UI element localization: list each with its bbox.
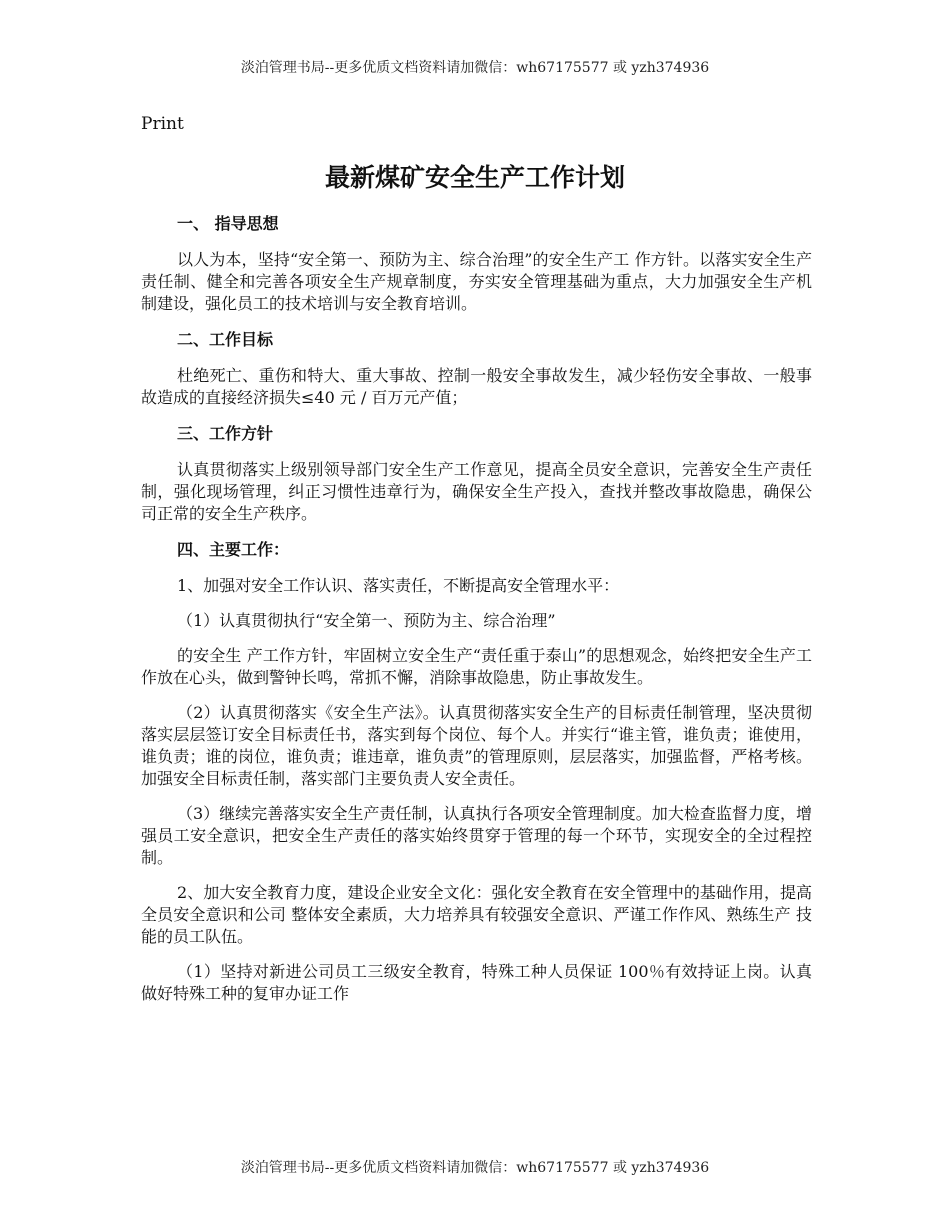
footer-watermark: 淡泊管理书局--更多优质文档资料请加微信：wh67175577 或 yzh374936	[240, 1160, 710, 1176]
section-heading: 二、工作目标	[177, 330, 274, 349]
paragraph: （1）认真贯彻执行“安全第一、预防为主、综合治理”	[177, 611, 556, 630]
paragraph: （1）坚持对新进公司员工三级安全教育，特殊工种人员保证 100％有效持证上岗。认真做好特殊工种的复审办证工作	[141, 962, 812, 1003]
paragraph: （3）继续完善落实安全生产责任制，认真执行各项安全管理制度。加大检查监督力度，增强员工安全意识，把安全生产责任的落实始终贯穿于管理的每一个环节，实现安全的全过程控制。	[141, 804, 812, 867]
section-heading: 四、主要工作：	[177, 540, 290, 559]
paragraph: 以人为本，坚持“安全第一、预防为主、综合治理”的安全生产工 作方针。以落实安全生产责任制、健全和完善各项安全生产规章制度，夯实安全管理基础为重点，大力加强安全生产机制建设，强化员工的技术培训与安全教育培训。	[141, 250, 812, 313]
paragraph: 杜绝死亡、重伤和特大、重大事故、控制一般安全事故发生，减少轻伤安全事故、一般事故造成的直接经济损失≤40 元 / 百万元产值；	[141, 366, 812, 407]
document-title: 最新煤矿安全生产工作计划	[324, 163, 625, 192]
paragraph: （2）认真贯彻落实《安全生产法》。认真贯彻落实安全生产的目标责任制管理，坚决贯彻落实层层签订安全目标责任书，落实到每个岗位、每个人。并实行“谁主管，谁负责；谁使用，谁负责；谁的岗位，谁负责；谁违章，谁负责”的管理原则，层层落实，加强监督，严格考核。加强安全目标责任制，落实部门主要负责人安全责任。	[141, 703, 812, 788]
paragraph: 2、加大安全教育力度，建设企业安全文化：强化安全教育在安全管理中的基础作用，提高全员安全意识和公司 整体安全素质，大力培养具有较强安全意识、严谨工作作风、熟练生产 技能的员工队伍。	[141, 883, 812, 946]
header-watermark: 淡泊管理书局--更多优质文档资料请加微信：wh67175577 或 yzh374936	[240, 60, 710, 76]
paragraph: 1、加强对安全工作认识、落实责任，不断提高安全管理水平：	[177, 576, 620, 595]
document-body	[141, 212, 812, 1018]
print-label: Print	[141, 114, 184, 134]
paragraph: 的安全生 产工作方针，牢固树立安全生产“责任重于泰山”的思想观念，始终把安全生产工作放在心头，做到警钟长鸣，常抓不懈，消除事故隐患，防止事故发生。	[141, 646, 812, 687]
section-heading: 三、工作方针	[177, 424, 274, 443]
section-heading: 一、 指导思想	[177, 214, 279, 233]
paragraph: 认真贯彻落实上级别领导部门安全生产工作意见，提高全员安全意识，完善安全生产责任制，强化现场管理，纠正习惯性违章行为，确保安全生产投入，查找并整改事故隐患，确保公司正常的安全生产秩序。	[141, 460, 812, 523]
